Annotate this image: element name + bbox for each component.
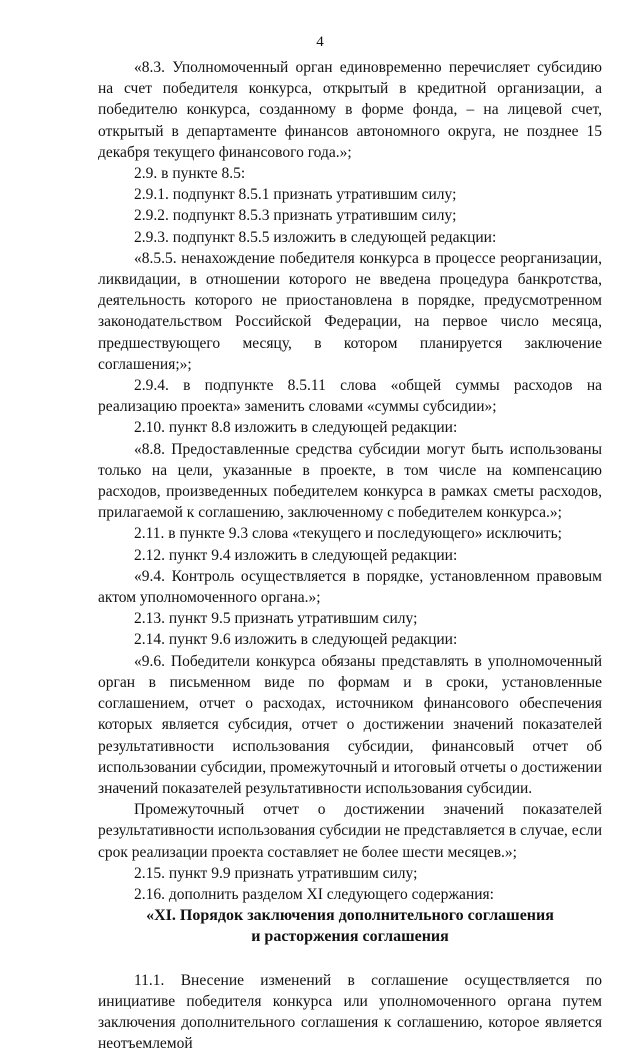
paragraph-2-9: 2.9. в пункте 8.5:: [134, 165, 246, 183]
paragraph-2-11: 2.11. в пункте 9.3 слова «текущего и последующего» исключить;: [134, 525, 562, 543]
paragraph-9-4: «9.4. Контроль осуществляется в порядке, установленном правовым актом уполномоченного органа.»;: [98, 567, 602, 607]
paragraph-2-16: 2.16. дополнить разделом XI следующего содержания:: [134, 885, 494, 903]
paragraph-interim: Промежуточный отчет о достижении значений показателей результативности использования субсидии не представляется в случае, если срок реализации проекта составляет не более шести месяцев.»;: [98, 801, 602, 861]
amendment-list: [98, 57, 602, 905]
document-body: [98, 57, 602, 1054]
section-spacer: [98, 948, 602, 970]
paragraph-2-9-1: 2.9.1. подпункт 8.5.1 признать утратившим силу;: [134, 186, 457, 204]
section-heading-line-2: и расторжения соглашения: [251, 928, 449, 946]
section-heading-line-1: «XI. Порядок заключения дополнительного соглашения: [146, 907, 554, 925]
paragraph-8-5-5: «8.5.5. ненахождение победителя конкурса в процессе реорганизации, ликвидации, в отношении которого не введена процедура банкротства, деятельность которого не приостановлена в порядке, предусмотренном законодательством Российской Федерации, на первое число месяца, предшествующего месяцу, в котором планируется заключение соглашения;»;: [98, 249, 602, 373]
paragraph-11-1: 11.1. Внесение изменений в соглашение осуществляется по инициативе победителя конкурса или уполномоченного органа путем заключения дополнительного соглашения к соглашению, которое является неотъемлемой: [98, 971, 602, 1053]
paragraph-2-9-4: 2.9.4. в подпункте 8.5.11 слова «общей суммы расходов на реализацию проекта» заменить словами «суммы субсидии»;: [98, 377, 602, 416]
paragraph-2-14: 2.14. пункт 9.6 изложить в следующей редакции:: [134, 631, 458, 649]
paragraph-2-12: 2.12. пункт 9.4 изложить в следующей редакции:: [134, 546, 458, 564]
paragraph-2-10: 2.10. пункт 8.8 изложить в следующей редакции:: [134, 419, 458, 437]
paragraph-8-8: «8.8. Предоставленные средства субсидии могут быть использованы только на цели, указанные в проекте, в том числе на компенсацию расходов, произведенных победителем конкурса в рамках сметы расходов, прилагаемой к соглашению, заключенному с победителем конкурса.»;: [98, 440, 602, 522]
paragraph-9-6: «9.6. Победители конкурса обязаны представлять в уполномоченный орган в письменном виде по формам и в сроки, установленные соглашением, отчет о расходах, источником финансового обеспечения которых является субсидия, отчет о достижении значений показателей результативности использования субсидии, финансовый отчет об использовании субсидии, промежуточный и итоговый отчеты о достижении значений показателей результативности использования субсидии.: [98, 652, 602, 797]
paragraph-2-9-3: 2.9.3. подпункт 8.5.5 изложить в следующей редакции:: [134, 228, 497, 246]
paragraph-2-13: 2.13. пункт 9.5 признать утратившим силу;: [134, 610, 418, 628]
page-number: 4: [316, 34, 324, 50]
paragraph-2-9-2: 2.9.2. подпункт 8.5.3 признать утратившим силу;: [134, 207, 457, 225]
paragraph-8-3: «8.3. Уполномоченный орган единовременно перечисляет субсидию на счет победителя конкурса, открытый в кредитной организации, а победителю конкурса, созданному в форме фонда, – на лицевой счет, открытый в департаменте финансов автономного округа, не позднее 15 декабря текущего финансового года.»;: [98, 59, 602, 161]
paragraph-2-15: 2.15. пункт 9.9 признать утратившим силу;: [134, 864, 418, 882]
